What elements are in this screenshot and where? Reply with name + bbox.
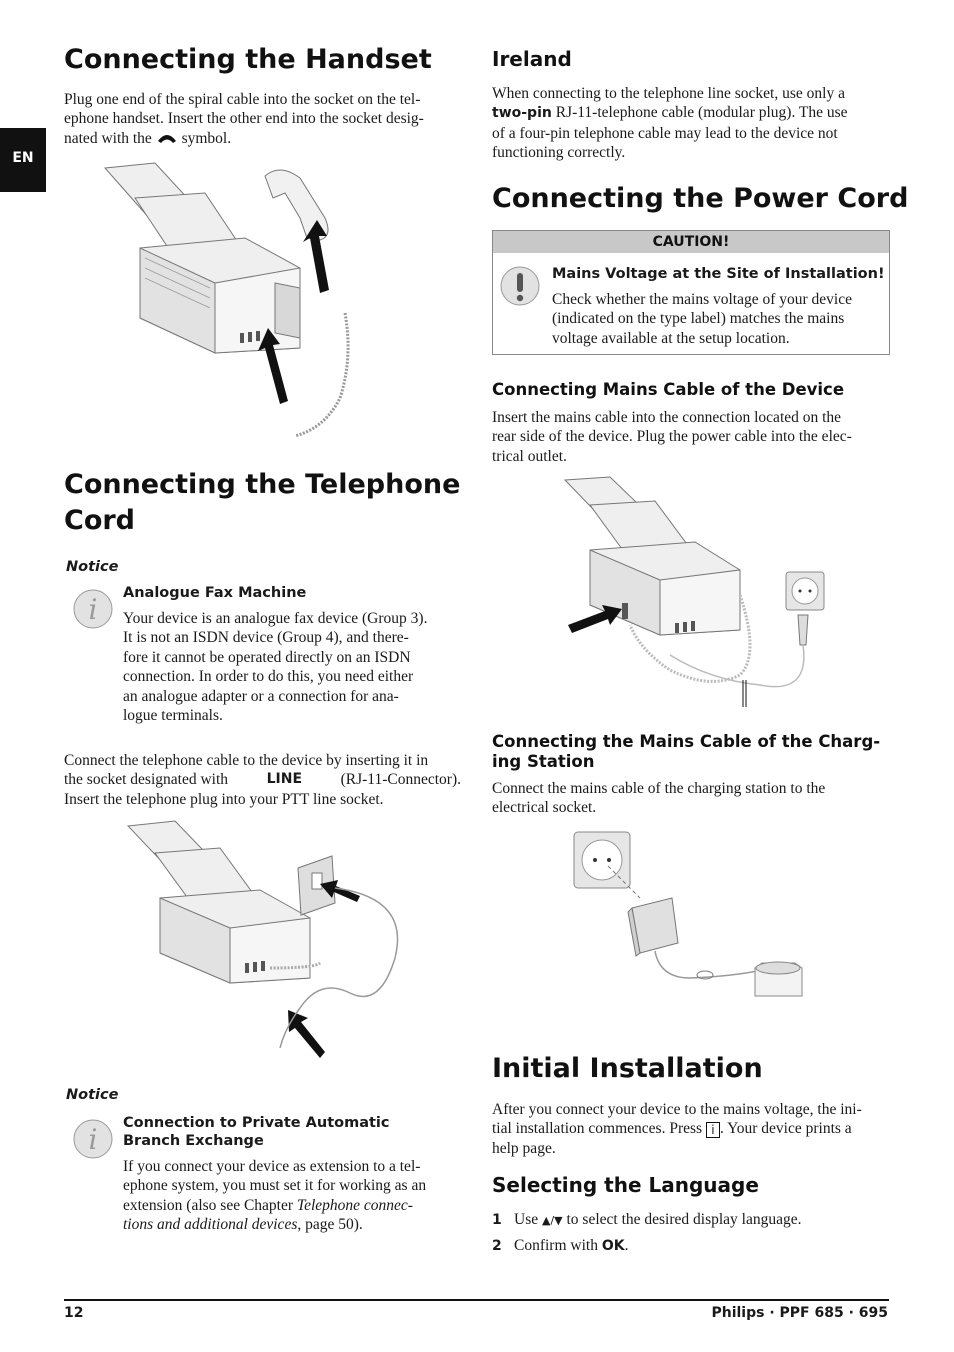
text-span: to select the desired display language.	[566, 1211, 802, 1228]
charging-station-illustration	[570, 828, 810, 1018]
fax-line-socket-illustration	[120, 818, 410, 1068]
mains-device-paragraph	[492, 408, 888, 466]
text-line: of a four-pin telephone cable may lead to the device not	[492, 124, 838, 142]
text-span: Confirm with	[514, 1237, 598, 1254]
text-line: Connection to Private Automatic	[123, 1115, 390, 1131]
step-item	[492, 1210, 888, 1236]
ireland-heading: Ireland	[492, 47, 572, 71]
text-line: Insert the telephone plug into your PTT line socket.	[64, 790, 384, 808]
handset-heading: Connecting the Handset	[64, 44, 432, 75]
charging-station-paragraph	[492, 779, 888, 818]
warning-icon	[499, 265, 541, 307]
text-line: Insert the mains cable into the connection located on the	[492, 409, 842, 426]
text-line	[492, 1119, 888, 1138]
text-line: Connect the mains cable of the charging station to the	[492, 780, 826, 797]
note-body	[123, 609, 450, 725]
notice-label: Notice	[66, 1087, 119, 1103]
note-title: Analogue Fax Machine	[123, 585, 307, 601]
telephone-cord-heading	[64, 467, 460, 539]
text-line	[64, 129, 461, 148]
text-line: If you connect your device as extension to a tel-	[123, 1158, 421, 1175]
step-item	[492, 1236, 888, 1256]
text-span: symbol.	[181, 129, 232, 147]
text-line: ephone system, you must set it for working as an	[123, 1177, 427, 1195]
ireland-paragraph	[492, 84, 888, 163]
text-line: fore it cannot be operated directly on an ISDN	[123, 648, 411, 666]
text-span: extension (also see Chapter	[123, 1196, 294, 1214]
product-name: Philips · PPF 685 · 695	[711, 1305, 888, 1321]
text-line	[64, 770, 461, 789]
text-line: Connect the telephone cable to the device by inserting it in	[64, 752, 429, 769]
text-span: , page 50).	[297, 1216, 363, 1234]
initial-installation-heading: Initial Installation	[492, 1053, 763, 1084]
text-line: After you connect your device to the mains voltage, the ini-	[492, 1101, 862, 1118]
text-line: Your device is an analogue fax device (Group 3).	[123, 610, 428, 627]
charging-station-heading	[492, 732, 880, 772]
line-label: LINE	[266, 771, 303, 788]
text-line: ing Station	[492, 752, 595, 771]
text-span: the socket designated with	[64, 771, 228, 789]
text-line: Plug one end of the spiral cable into the socket on the tel-	[64, 91, 421, 108]
chapter-reference: Telephone connec-	[296, 1196, 413, 1214]
text-line: ephone handset. Insert the other end into the socket desig-	[64, 110, 424, 128]
text-line	[123, 1215, 450, 1234]
caution-label: CAUTION!	[493, 231, 889, 253]
handset-symbol-icon	[156, 132, 178, 144]
text-span: Use	[514, 1211, 539, 1228]
info-key-icon: i	[706, 1122, 720, 1138]
step-number: 2	[492, 1238, 502, 1254]
text-line	[123, 1196, 450, 1215]
text-span: (RJ-11-Connector).	[340, 771, 461, 789]
footer-divider	[64, 1299, 889, 1301]
language-tab: EN	[0, 128, 46, 192]
text-line: It is not an ISDN device (Group 4), and there-	[123, 629, 409, 647]
svg-text:i: i	[88, 593, 98, 626]
text-span: RJ-11-telephone cable (modular plug). The use	[555, 104, 848, 122]
text-line: (indicated on the type label) matches the mains	[552, 310, 845, 328]
text-line: Connecting the Mains Cable of the Charg-	[492, 732, 881, 751]
telephone-paragraph	[64, 751, 461, 809]
language-heading: Selecting the Language	[492, 1173, 759, 1197]
initial-installation-paragraph	[492, 1100, 888, 1158]
note-title	[123, 1114, 389, 1150]
ok-key-label: OK	[601, 1238, 625, 1254]
text-line: connection. In order to do this, you need either	[123, 668, 414, 686]
text-line	[492, 103, 888, 123]
text-line: electrical socket.	[492, 799, 597, 817]
info-icon	[72, 588, 114, 630]
note-body	[123, 1157, 450, 1235]
handset-paragraph	[64, 90, 461, 148]
heading-line: Connecting the Telephone	[64, 469, 461, 500]
text-line: voltage available at the setup location.	[552, 329, 790, 347]
caution-body	[552, 290, 879, 348]
emphasis: two-pin	[492, 105, 552, 122]
text-span: tial installation commences. Press	[492, 1120, 703, 1138]
fax-power-illustration	[560, 475, 830, 710]
fax-handset-illustration	[95, 158, 365, 444]
info-icon	[72, 1118, 114, 1160]
power-cord-heading: Connecting the Power Cord	[492, 183, 909, 214]
heading-line: Cord	[64, 505, 136, 536]
text-line: Branch Exchange	[123, 1133, 264, 1149]
text-line: functioning correctly.	[492, 144, 626, 162]
page-number: 12	[64, 1305, 84, 1321]
text-line: Check whether the mains voltage of your device	[552, 291, 852, 308]
text-span: nated with the	[64, 129, 152, 147]
text-line: help page.	[492, 1139, 556, 1157]
chapter-reference: tions and additional devices	[123, 1216, 298, 1234]
text-line: an analogue adapter or a connection for ana-	[123, 687, 399, 705]
mains-device-heading: Connecting Mains Cable of the Device	[492, 380, 845, 399]
svg-text:i: i	[88, 1123, 98, 1156]
text-line: rear side of the device. Plug the power cable into the elec-	[492, 428, 852, 446]
step-number: 1	[492, 1212, 502, 1228]
notice-label: Notice	[66, 559, 119, 575]
text-line: logue terminals.	[123, 707, 223, 725]
step-list	[492, 1210, 888, 1256]
caution-title: Mains Voltage at the Site of Installation!	[552, 266, 885, 282]
text-span: . Your device prints a	[719, 1120, 852, 1138]
text-line: When connecting to the telephone line socket, use only a	[492, 85, 845, 102]
text-span: .	[624, 1237, 629, 1254]
text-line: trical outlet.	[492, 447, 567, 465]
up-down-arrow-icon: ▲/▼	[541, 1214, 563, 1227]
